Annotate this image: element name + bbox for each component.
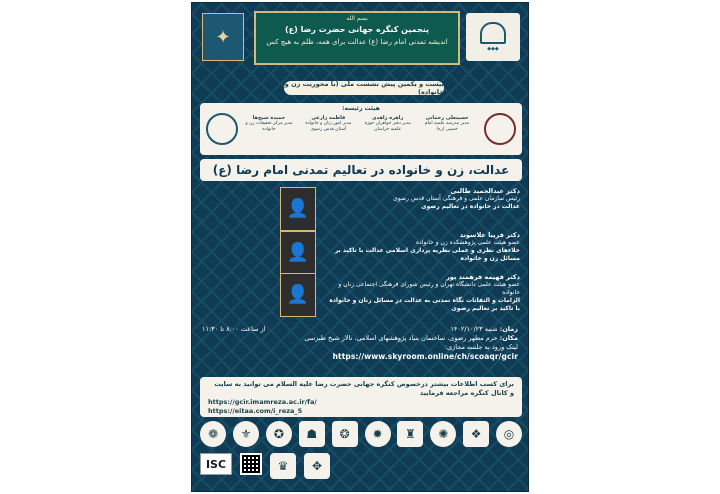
meeting-link[interactable]: https://www.skyroom.online/ch/scoaqr/gcir — [332, 352, 518, 361]
committee-member — [244, 115, 294, 133]
congress-slogan: اندیشه تمدنی امام رضا (ع) عدالت برای همه، ظلم به هیچ کس — [266, 38, 448, 46]
committee-box — [200, 103, 522, 155]
event-details — [202, 325, 518, 361]
hours-value: از ساعت ۸:۰۰ تا ۱۱:۳۰ — [202, 325, 266, 333]
university-logo-icon: ◎ — [496, 421, 522, 447]
place-label: مکان: — [499, 334, 518, 342]
logo-caption: ◆◆◆ — [487, 46, 499, 52]
research-logo-icon: ✥ — [304, 453, 330, 479]
member-name: زاهره زاهدی — [371, 115, 404, 121]
speaker-card — [280, 273, 520, 317]
speaker-photo-icon: 👤 — [280, 273, 316, 317]
foundation-logo-icon: ♛ — [270, 453, 296, 479]
committee-member — [363, 115, 413, 133]
congress-calligraphy-logo-icon: ✦ — [202, 13, 244, 61]
emblem-logo-icon: ♜ — [397, 421, 423, 447]
time-row — [202, 325, 518, 334]
main-title: عدالت، زن و خانواده در تعالیم تمدنی امام رضا (ع) — [200, 159, 522, 181]
speaker-name: دکتر فهیمه فرهمند پور — [446, 273, 520, 281]
site-link[interactable]: https://gcir.imamreza.ac.ir/fa/ — [208, 398, 317, 406]
member-name: حمیده شیخ‌ها — [252, 115, 286, 121]
member-role: مدیر امور زنان و خانواده آستان قدس رضوی — [305, 121, 352, 132]
speaker-photo-icon: 👤 — [280, 231, 316, 275]
bismillah: بسم الله — [346, 15, 368, 22]
congress-title: پنجمین کنگره جهانی حضرت رضا (ع) — [285, 25, 429, 34]
astan-quds-logo-icon — [466, 13, 520, 61]
event-poster — [191, 2, 529, 492]
place-row — [202, 334, 518, 343]
qr-code-icon[interactable] — [240, 453, 262, 475]
place-value: حرم مطهر رضوی، ساختمان بنیاد پژوهشهای اسلامی، تالار شیخ طبرسی — [304, 334, 498, 342]
academy-logo-icon: ✪ — [266, 421, 292, 447]
time-value: شنبه ۱۴۰۲/۱۰/۲۳ — [450, 325, 498, 333]
speaker-name: دکتر فریبا علاسوند — [459, 231, 520, 239]
member-name: حسینعلی رحمانی — [425, 115, 469, 121]
link-label: لینک ورود به جلسه مجازی: — [444, 343, 518, 351]
institution-seal-icon — [206, 113, 238, 145]
circle-logo-icon: ✹ — [365, 421, 391, 447]
isc-logo: ISC — [200, 453, 232, 475]
speaker-role: عضو هیئت علمی پژوهشکده زن و خانواده — [415, 239, 520, 246]
speaker-card — [280, 231, 520, 275]
committee-members — [244, 115, 472, 133]
ministry-logo-icon: ☗ — [299, 421, 325, 447]
committee-member — [422, 115, 472, 133]
association-logo-icon: ⚜ — [233, 421, 259, 447]
session-title: بیست و یکمین پیش نشست ملی (با محوریت زن و خانواده) — [284, 80, 444, 96]
speaker-info — [324, 187, 520, 211]
speaker-info — [324, 231, 520, 263]
time-label: زمان: — [499, 325, 518, 333]
speaker-topic: عدالت در خانواده در تعالیم رضوی — [421, 203, 520, 210]
center-logo-icon: ❁ — [200, 421, 226, 447]
member-role: مدیر دفتر خواهران حوزه علمیه خراسان — [364, 121, 411, 132]
member-role: مدیر مرکز تحقیقات زن و خانواده — [245, 121, 293, 132]
speaker-name: دکتر عبدالحمید طالبی — [450, 187, 520, 195]
member-role: مدیر مدرسه علمیه امام خمینی (ره) — [424, 121, 470, 132]
speaker-role: عضو هیئت علمی دانشگاه تهران و رئیس شورای فرهنگی اجتماعی زنان و خانواده — [338, 281, 520, 296]
dome-emblem-icon — [480, 22, 506, 44]
header-banner — [254, 11, 460, 65]
committee-title: هیئت رئیسه: — [342, 105, 380, 112]
info-text: برای کسب اطلاعات بیشتر درخصوص کنگره جهانی حضرت رضا علیه السلام می توانید به سایت و کانال کنگره مراجعه فرمایید — [214, 380, 514, 397]
institute-logo-icon: ❖ — [463, 421, 489, 447]
seminary-seal-icon — [484, 113, 516, 145]
speaker-info — [324, 273, 520, 313]
speaker-photo-icon: 👤 — [280, 187, 316, 231]
logo-row — [200, 421, 522, 447]
speaker-topic: الزامات و التفاتات نگاه تمدنی به عدالت در مسائل زنان و خانواده با تاکید بر تعالیم رضوی — [329, 297, 520, 312]
logo-row-bottom — [200, 453, 522, 479]
speaker-topic: خلاء‌های نظری و عملی نظریه پردازی اسلامی عدالت با تاکید بر مسائل زن و خانواده — [334, 247, 520, 262]
speaker-card — [280, 187, 520, 231]
seal-logo-icon: ✺ — [430, 421, 456, 447]
eitaa-link[interactable]: https://eitaa.com/i_reza_5 — [208, 407, 303, 415]
committee-member — [303, 115, 353, 133]
organization-logo-icon: ❂ — [332, 421, 358, 447]
info-box — [200, 377, 522, 417]
member-name: فاطمه زارعی — [311, 115, 346, 121]
sponsor-logos — [200, 421, 522, 487]
speaker-role: رئیس سازمان علمی و فرهنگی آستان قدس رضوی — [393, 195, 520, 202]
